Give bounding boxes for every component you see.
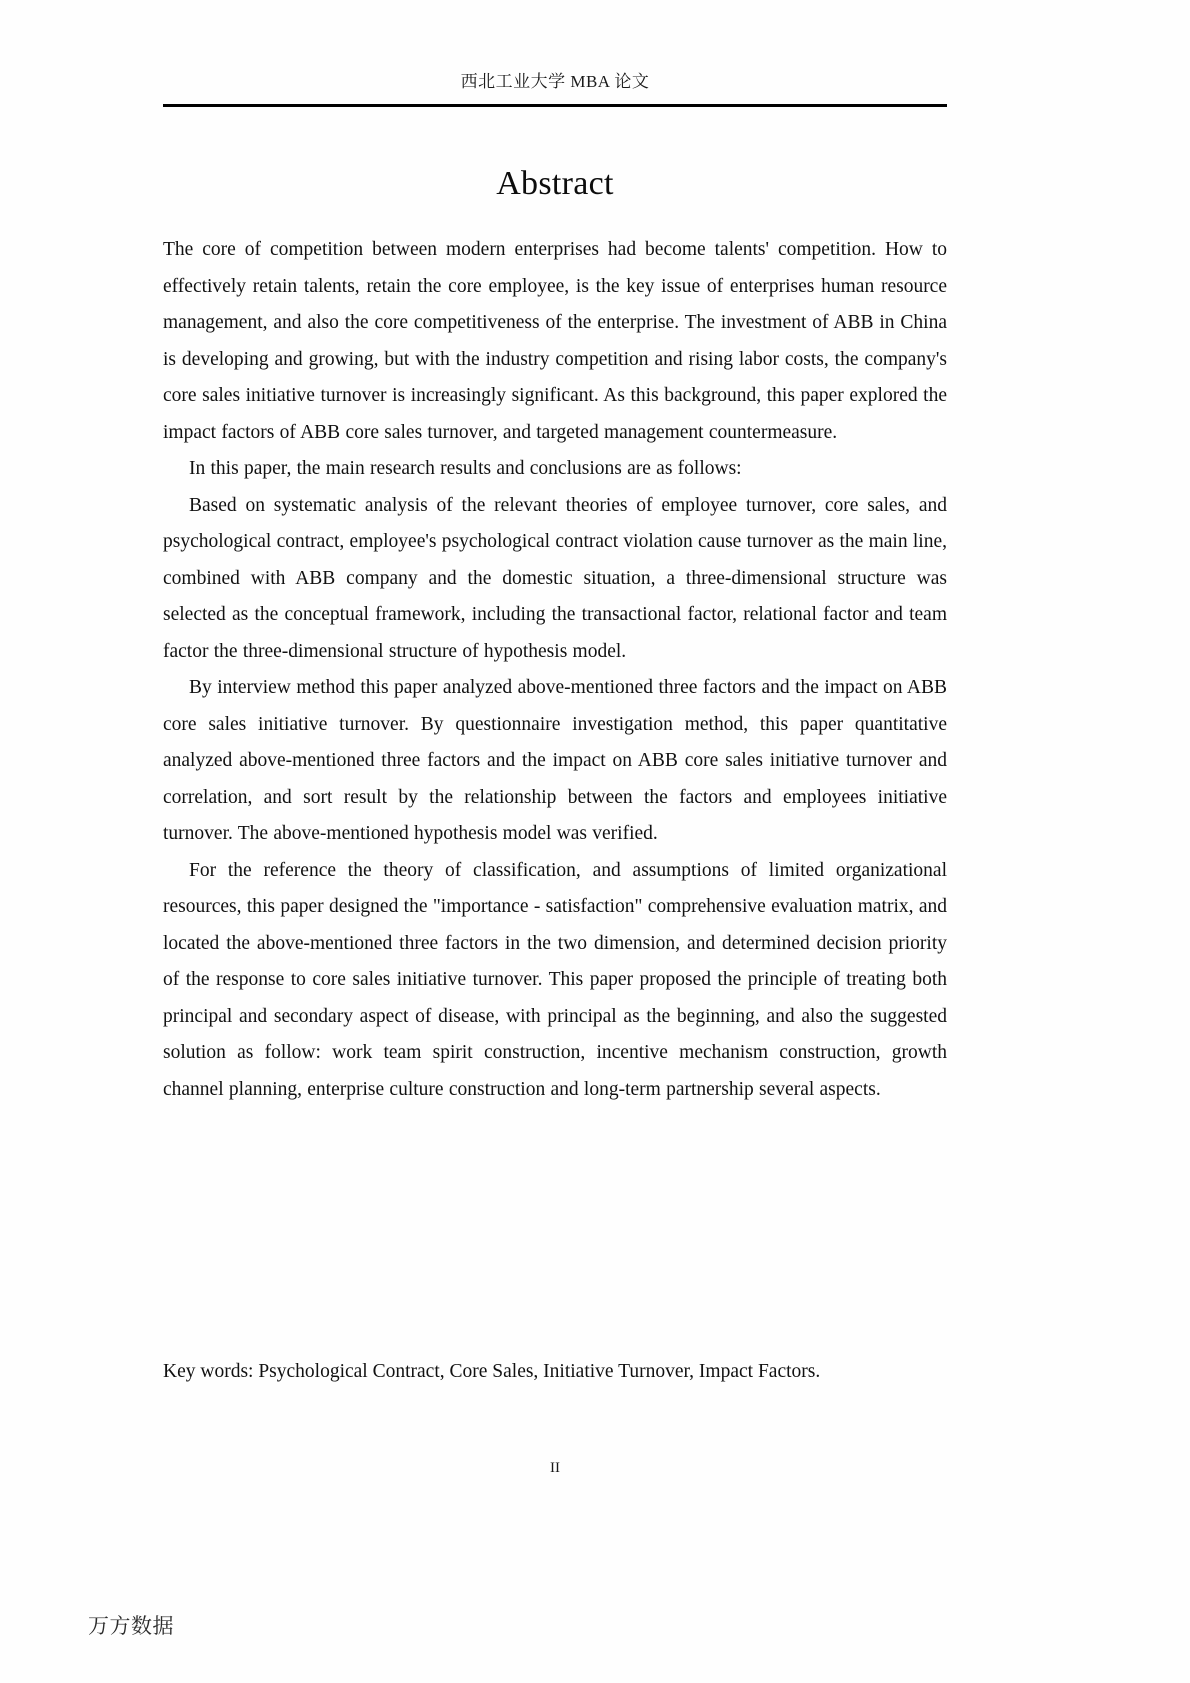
running-header [163,72,947,92]
abstract-paragraph-1: The core of competition between modern enterprises had become talents' competition. How to effectively retain talents, retain the core employee, is the key issue of enterprises human resource management, and also the core competitiveness of the enterprise. The investment of ABB in China is developing and growing, but with the industry competition and rising labor costs, the company's core sales initiative turnover is increasingly significant. As this background, this paper explored the impact factors of ABB core sales turnover, and targeted management countermeasure. [163,239,947,443]
abstract-body [163,232,947,1108]
abstract-paragraph-5: For the reference the theory of classification, and assumptions of limited organizational resources, this paper designed the "importance - satisfaction" comprehensive evaluation matrix, and located the above-mentioned three factors in the two dimension, and determined decision priority of the response to core sales initiative turnover. This paper proposed the principle of treating both principal and secondary aspect of disease, with principal as the beginning, and also the suggested solution as follow: work team spirit construction, incentive mechanism construction, growth channel planning, enterprise culture construction and long-term partnership several aspects. [163,859,947,1100]
header-divider-rule [163,104,947,107]
page-title: Abstract [496,164,614,202]
running-header-text: 西北工业大学 MBA 论文 [460,72,650,91]
abstract-paragraph-3: Based on systematic analysis of the relevant theories of employee turnover, core sales, and psychological contract, employee's psychological contract violation cause turnover as the main line, combined with ABB company and the domestic situation, a three-dimensional structure was selected as the conceptual framework, including the transactional factor, relational factor and team factor the three-dimensional structure of hypothesis model. [163,494,947,662]
abstract-paragraph-2: In this paper, the main research results and conclusions are as follows: [189,458,742,479]
abstract-paragraph-4: By interview method this paper analyzed above-mentioned three factors and the impact on ABB core sales initiative turnover. By questionnaire investigation method, this paper quantitative analyzed above-mentioned three factors and the impact on ABB core sales initiative turnover and correlation, and sort result by the relationship between the factors and employees initiative turnover. The above-mentioned hypothesis model was verified. [163,677,947,844]
page-number: II [550,1460,560,1476]
wanfang-watermark: 万方数据 [88,1614,174,1638]
keywords-line: Key words: Psychological Contract, Core Sales, Initiative Turnover, Impact Factors. [163,1361,821,1382]
